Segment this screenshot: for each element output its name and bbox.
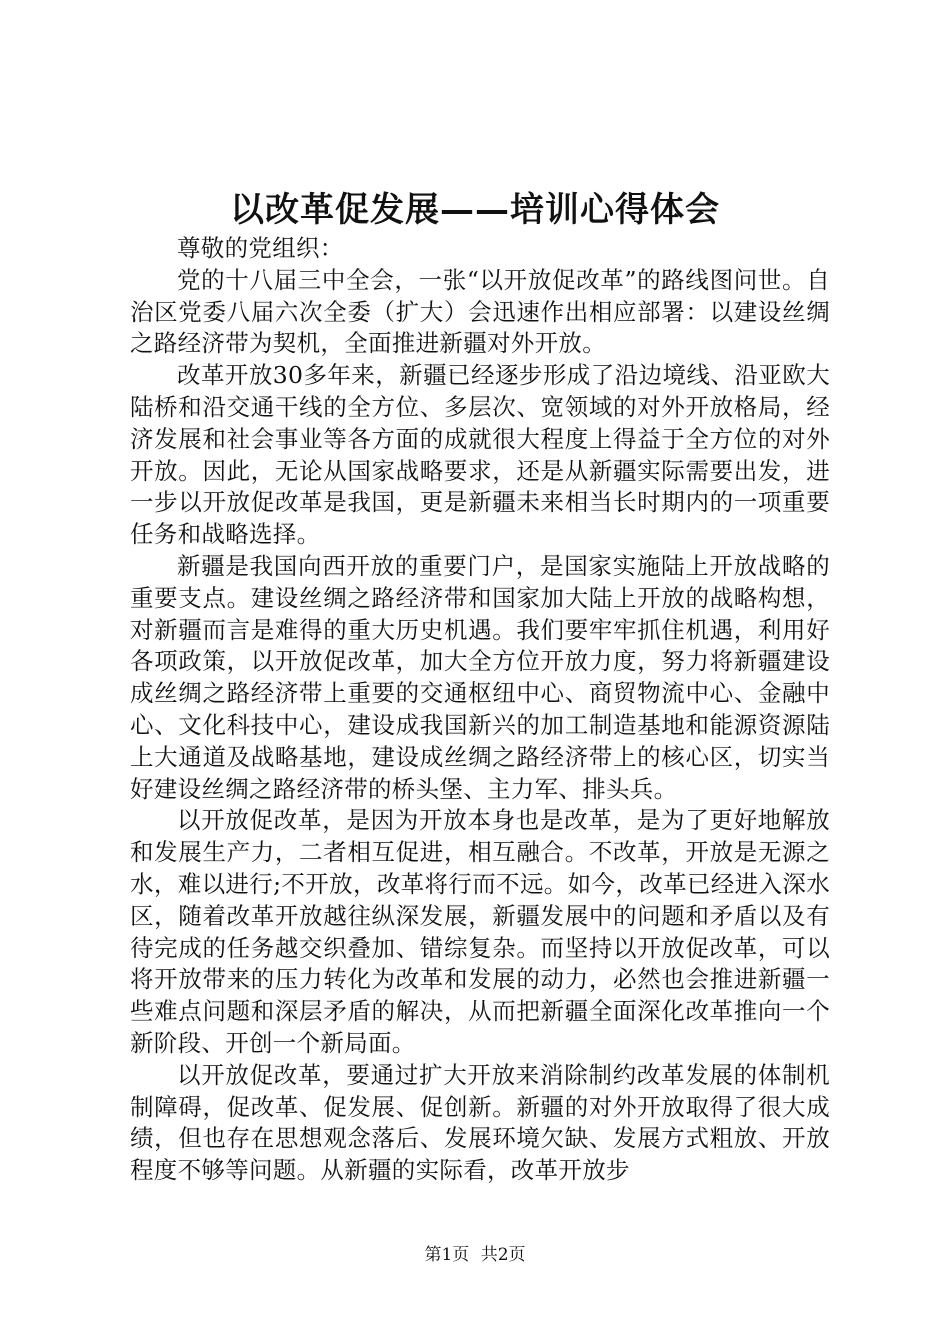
document-title: 以改革促发展——培训心得体会 <box>230 190 720 230</box>
page-number: 第1页 <box>424 1245 470 1265</box>
paragraph-2: 改革开放30多年来，新疆已经逐步形成了沿边境线、沿亚欧大陆桥和沿交通干线的全方位、多层次、宽领域的对外开放格局，经济发展和社会事业等各方面的成就很大程度上得益于全方位的对外开放。因此，无论从国家战略要求，还是从新疆实际需要出发，进一步以开放促改革是我国，更是新疆未来相当长时期内的一项重要任务和战略选择。 <box>130 361 830 549</box>
paragraph-4: 以开放促改革，是因为开放本身也是改革，是为了更好地解放和发展生产力，二者相互促进，相互融合。不改革，开放是无源之水，难以进行;不开放，改革将行而不远。如今，改革已经进入深水区，随着改革开放越往纵深发展，新疆发展中的问题和矛盾以及有待完成的任务越交织叠加、错综复杂。而坚持以开放促改革，可以将开放带来的压力转化为改革和发展的动力，必然也会推进新疆一些难点问题和深层矛盾的解决，从而把新疆全面深化改革推向一个新阶段、开创一个新局面。 <box>130 806 830 1057</box>
salutation: 尊敬的党组织： <box>177 234 344 262</box>
page-footer <box>0 1242 950 1268</box>
paragraph-3: 新疆是我国向西开放的重要门户，是国家实施陆上开放战略的重要支点。建设丝绸之路经济带和国家加大陆上开放的战略构想，对新疆而言是难得的重大历史机遇。我们要牢牢抓住机遇，利用好各项政策，以开放促改革，加大全方位开放力度，努力将新疆建设成丝绸之路经济带上重要的交通枢纽中心、商贸物流中心、金融中心、文化科技中心，建设成我国新兴的加工制造基地和能源资源陆上大通道及战略基地，建设成丝绸之路经济带上的核心区，切实当好建设丝绸之路经济带的桥头堡、主力军、排头兵。 <box>130 551 830 803</box>
paragraph-5: 以开放促改革，要通过扩大开放来消除制约改革发展的体制机制障碍，促改革、促发展、促创新。新疆的对外开放取得了很大成绩，但也存在思想观念落后、发展环境欠缺、发展方式粗放、开放程度不够等问题。从新疆的实际看，改革开放步 <box>130 1060 830 1185</box>
paragraph-1: 党的十八届三中全会，一张“以开放促改革”的路线图问世。自治区党委八届六次全委（扩大）会迅速作出相应部署：以建设丝绸之路经济带为契机，全面推进新疆对外开放。 <box>130 265 830 358</box>
page-total: 共2页 <box>480 1245 526 1265</box>
document-body <box>130 233 830 1187</box>
